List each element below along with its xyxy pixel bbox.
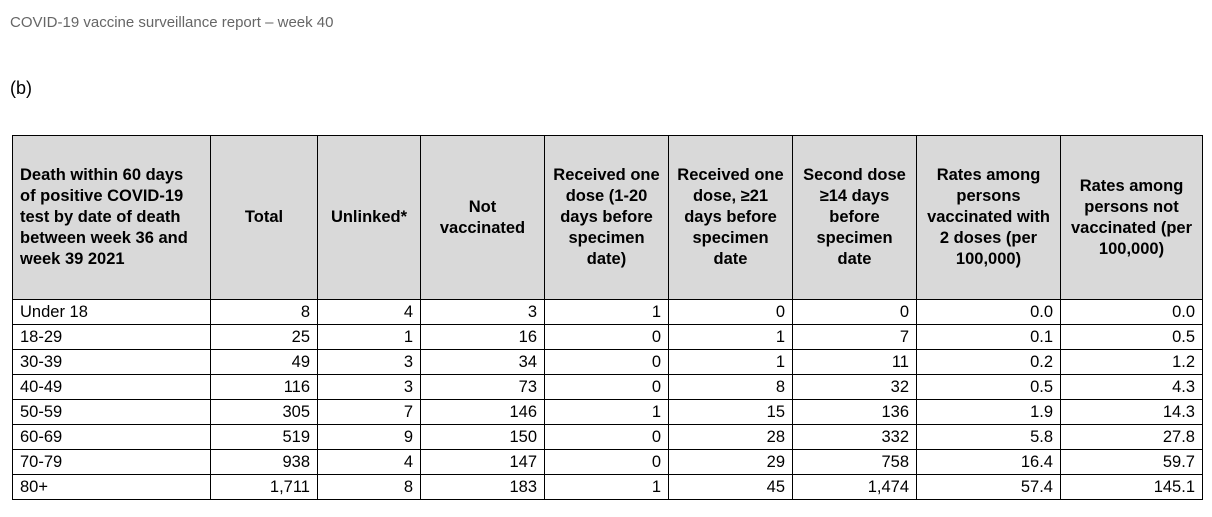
cell-not-vaccinated: 146	[421, 400, 545, 425]
cell-rate-not-vaccinated: 27.8	[1061, 425, 1203, 450]
cell-unlinked: 8	[318, 475, 421, 500]
cell-not-vaccinated: 183	[421, 475, 545, 500]
cell-total: 305	[211, 400, 318, 425]
cell-not-vaccinated: 73	[421, 375, 545, 400]
cell-total: 25	[211, 325, 318, 350]
cell-second-dose: 758	[793, 450, 917, 475]
cell-rate-not-vaccinated: 145.1	[1061, 475, 1203, 500]
cell-rate-vaccinated: 0.5	[917, 375, 1061, 400]
cell-age-group: 30-39	[13, 350, 211, 375]
column-header-unlinked: Unlinked*	[318, 136, 421, 300]
cell-total: 1,711	[211, 475, 318, 500]
header-row	[13, 136, 1203, 300]
cell-unlinked: 3	[318, 375, 421, 400]
running-header: COVID-19 vaccine surveillance report – week 40	[10, 14, 334, 31]
cell-rate-vaccinated: 57.4	[917, 475, 1061, 500]
cell-one-dose-21plus: 15	[669, 400, 793, 425]
table-row	[13, 350, 1203, 375]
cell-one-dose-1-20: 0	[545, 325, 669, 350]
cell-one-dose-21plus: 29	[669, 450, 793, 475]
cell-age-group: 80+	[13, 475, 211, 500]
cell-rate-not-vaccinated: 0.5	[1061, 325, 1203, 350]
table-body	[13, 300, 1203, 500]
cell-one-dose-1-20: 0	[545, 350, 669, 375]
cell-one-dose-21plus: 28	[669, 425, 793, 450]
cell-total: 938	[211, 450, 318, 475]
cell-one-dose-1-20: 0	[545, 425, 669, 450]
cell-one-dose-21plus: 0	[669, 300, 793, 325]
cell-total: 519	[211, 425, 318, 450]
column-header-rate-not-vaccinated: Rates among persons not vaccinated (per 100,000)	[1061, 136, 1203, 300]
cell-age-group: 60-69	[13, 425, 211, 450]
cell-unlinked: 4	[318, 450, 421, 475]
cell-rate-vaccinated: 0.0	[917, 300, 1061, 325]
table-row	[13, 450, 1203, 475]
cell-second-dose: 7	[793, 325, 917, 350]
cell-total: 49	[211, 350, 318, 375]
table-row	[13, 375, 1203, 400]
cell-rate-not-vaccinated: 14.3	[1061, 400, 1203, 425]
table-row	[13, 475, 1203, 500]
cell-second-dose: 1,474	[793, 475, 917, 500]
cell-second-dose: 0	[793, 300, 917, 325]
cell-second-dose: 332	[793, 425, 917, 450]
cell-one-dose-21plus: 1	[669, 350, 793, 375]
cell-second-dose: 136	[793, 400, 917, 425]
column-header-second-dose: Second dose ≥14 days before specimen date	[793, 136, 917, 300]
cell-one-dose-21plus: 45	[669, 475, 793, 500]
cell-rate-not-vaccinated: 59.7	[1061, 450, 1203, 475]
column-header-one-dose-1-20: Received one dose (1-20 days before specimen date)	[545, 136, 669, 300]
cell-one-dose-1-20: 1	[545, 475, 669, 500]
cell-one-dose-1-20: 0	[545, 450, 669, 475]
cell-total: 116	[211, 375, 318, 400]
cell-rate-not-vaccinated: 0.0	[1061, 300, 1203, 325]
cell-unlinked: 3	[318, 350, 421, 375]
table-row	[13, 425, 1203, 450]
cell-age-group: 18-29	[13, 325, 211, 350]
death-data-table	[12, 135, 1203, 500]
cell-rate-not-vaccinated: 4.3	[1061, 375, 1203, 400]
cell-one-dose-21plus: 8	[669, 375, 793, 400]
cell-not-vaccinated: 150	[421, 425, 545, 450]
cell-rate-vaccinated: 1.9	[917, 400, 1061, 425]
cell-rate-not-vaccinated: 1.2	[1061, 350, 1203, 375]
cell-not-vaccinated: 16	[421, 325, 545, 350]
cell-second-dose: 11	[793, 350, 917, 375]
column-header-not-vaccinated: Not vaccinated	[421, 136, 545, 300]
table-row	[13, 325, 1203, 350]
cell-not-vaccinated: 3	[421, 300, 545, 325]
cell-one-dose-1-20: 0	[545, 375, 669, 400]
column-header-rate-vaccinated: Rates among persons vaccinated with 2 doses (per 100,000)	[917, 136, 1061, 300]
cell-age-group: 50-59	[13, 400, 211, 425]
cell-age-group: Under 18	[13, 300, 211, 325]
cell-unlinked: 7	[318, 400, 421, 425]
table-row	[13, 400, 1203, 425]
column-header-death-period: Death within 60 days of positive COVID-19 test by date of death between week 36 and week 39 2021	[13, 136, 211, 300]
cell-rate-vaccinated: 5.8	[917, 425, 1061, 450]
cell-age-group: 40-49	[13, 375, 211, 400]
cell-one-dose-21plus: 1	[669, 325, 793, 350]
cell-unlinked: 9	[318, 425, 421, 450]
cell-not-vaccinated: 34	[421, 350, 545, 375]
column-header-one-dose-21plus: Received one dose, ≥21 days before specimen date	[669, 136, 793, 300]
cell-total: 8	[211, 300, 318, 325]
cell-not-vaccinated: 147	[421, 450, 545, 475]
cell-age-group: 70-79	[13, 450, 211, 475]
cell-rate-vaccinated: 16.4	[917, 450, 1061, 475]
section-label: (b)	[10, 78, 32, 98]
cell-rate-vaccinated: 0.2	[917, 350, 1061, 375]
cell-unlinked: 1	[318, 325, 421, 350]
table-row	[13, 300, 1203, 325]
column-header-total: Total	[211, 136, 318, 300]
cell-rate-vaccinated: 0.1	[917, 325, 1061, 350]
cell-unlinked: 4	[318, 300, 421, 325]
cell-one-dose-1-20: 1	[545, 300, 669, 325]
cell-second-dose: 32	[793, 375, 917, 400]
cell-one-dose-1-20: 1	[545, 400, 669, 425]
